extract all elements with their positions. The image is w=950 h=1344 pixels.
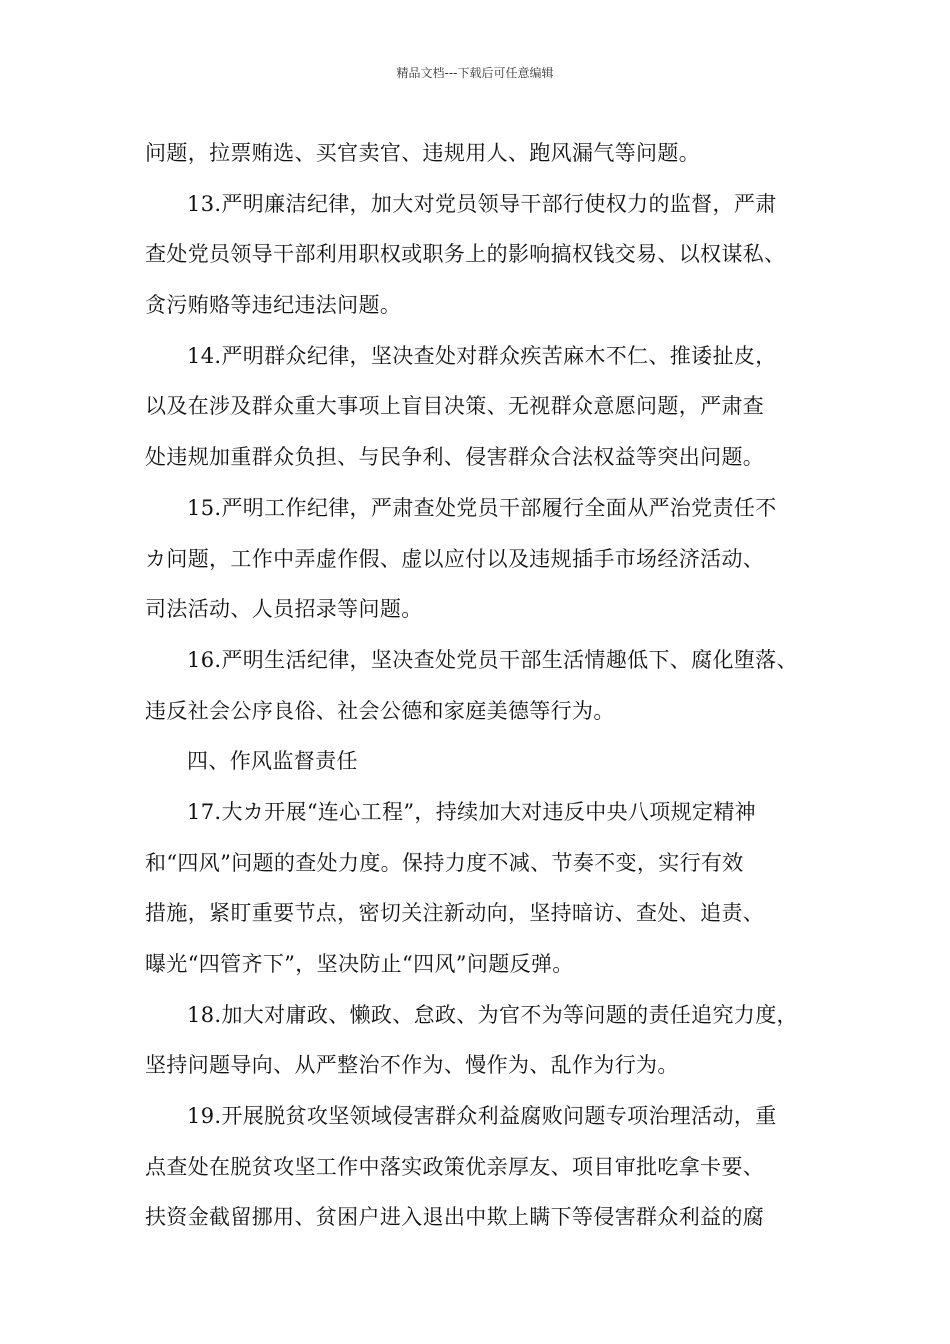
text-line: 13.严明廉洁纪律，加大对党员领导干部行使权力的监督，严肃: [187, 191, 777, 216]
text-line: 查处党员领导干部利用职权或职务上的影响搞权钱交易、以权谋私、: [145, 242, 786, 267]
text-line: 14.严明群众纪律，坚决查处对群众疾苦麻木不仁、推诿扯皮，: [187, 343, 777, 368]
text-line: 四、作风监督责任: [187, 749, 358, 774]
document-body: [145, 128, 825, 1243]
text-line: 贪污贿赂等违纪违法问题。: [145, 293, 402, 318]
text-line: 司法活动、人员招录等问题。: [145, 597, 423, 622]
text-line: 18.加大对庸政、懒政、怠政、为官不为等问题的责任追究力度，: [187, 1002, 798, 1027]
text-line: 点查处在脱贫攻坚工作中落实政策优亲厚友、项目审批吃拿卡要、: [145, 1154, 765, 1179]
text-line: 和“四风”问题的查处力度。保持力度不减、节奏不变，实行有效: [145, 850, 744, 875]
text-line: 违反社会公序良俗、社会公德和家庭美德等行为。: [145, 698, 615, 723]
text-line: 坚持问题导向、从严整治不作为、慢作为、乱作为行为。: [145, 1053, 679, 1078]
page-header: 精品文档---下载后可任意编辑: [396, 66, 554, 80]
text-line: 问题，拉票贿选、买官卖官、违规用人、跑风漏气等问题。: [145, 141, 701, 165]
text-line: 19.开展脱贫攻坚领域侵害群众利益腐败问题专项治理活动，重: [187, 1104, 777, 1129]
text-line: 扶资金截留挪用、贫困户进入退出中欺上瞒下等侵害群众利益的腐: [145, 1205, 765, 1230]
text-line: 16.严明生活纪律，坚决查处党员干部生活情趣低下、腐化堕落、: [187, 647, 798, 672]
text-line: 措施，紧盯重要节点，密切关注新动向，坚持暗访、查处、追责、: [145, 901, 765, 926]
text-line: 以及在涉及群众重大事项上盲目决策、无视群众意愿问题，严肃查: [145, 394, 765, 419]
text-line: カ问题，工作中弄虚作假、虚以应付以及违规插手市场经济活动、: [145, 546, 765, 571]
text-line: 15.严明工作纪律，严肃查处党员干部履行全面从严治党责任不: [187, 495, 777, 520]
text-line: 处违规加重群众负担、与民争利、侵害群众合法权益等突出问题。: [145, 445, 765, 470]
text-line: 17.大カ开展“连心工程”，持续加大对违反中央八项规定精神: [187, 799, 757, 824]
text-line: 曝光“四管齐下”，坚决防止“四风”问题反弹。: [145, 952, 574, 976]
